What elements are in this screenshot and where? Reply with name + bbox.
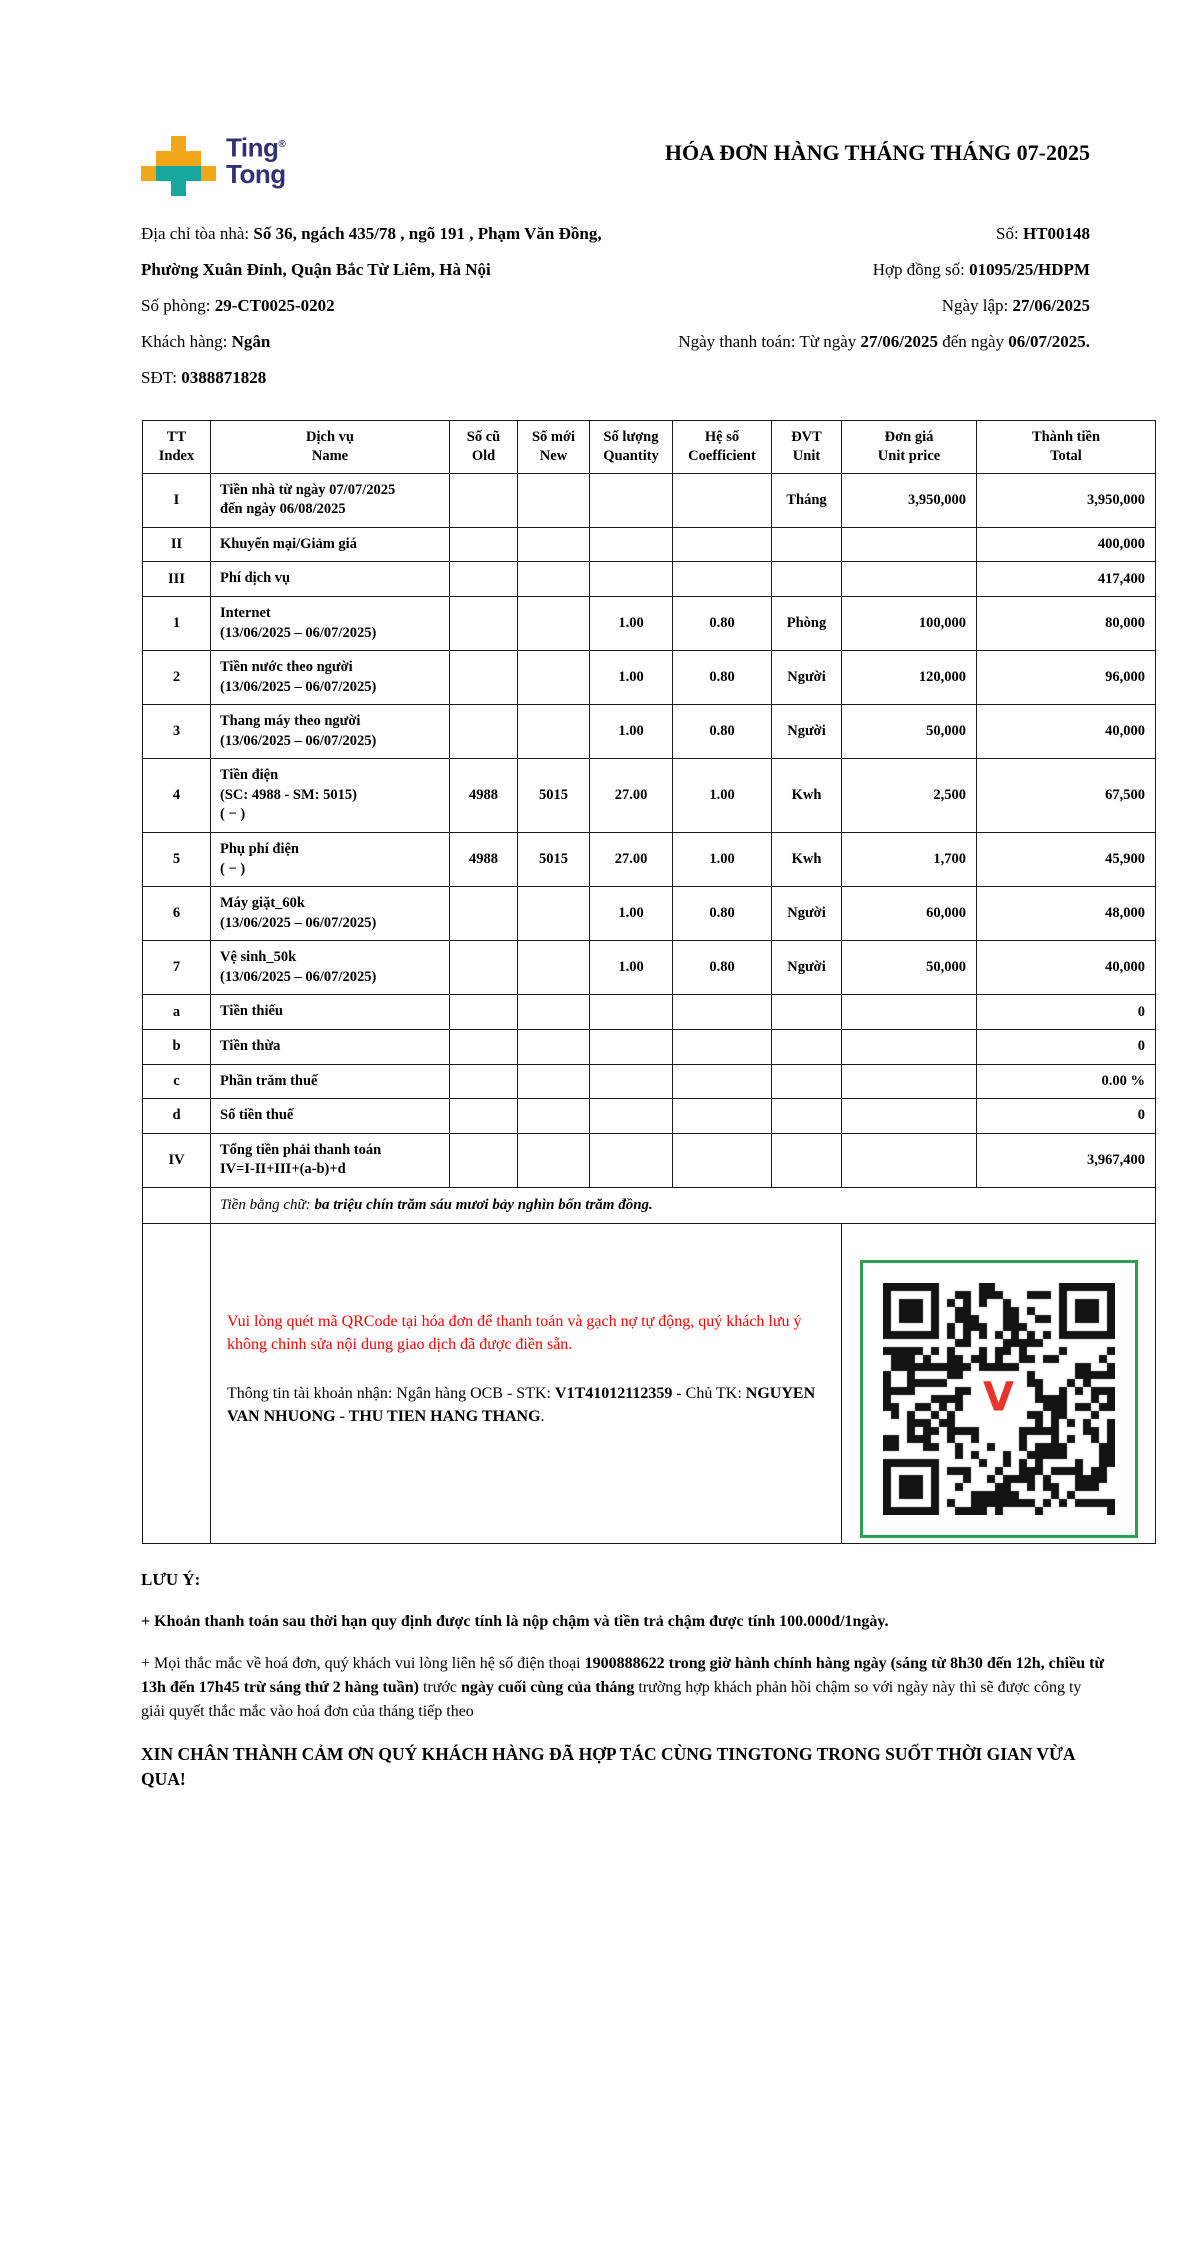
tingtong-pixel-icon [141, 136, 216, 196]
cell-new [518, 596, 590, 650]
cell-unit-price [842, 527, 977, 562]
cell-name: Tiền điện (SC: 4988 - SM: 5015) ( − ) [211, 759, 450, 833]
cell-total: 3,950,000 [977, 473, 1156, 527]
cell-name: Vệ sinh_50k (13/06/2025 – 06/07/2025) [211, 941, 450, 995]
cell-unit-price [842, 562, 977, 597]
cell-name: Khuyến mại/Giảm giá [211, 527, 450, 562]
footer-note-2: + Mọi thắc mắc về hoá đơn, quý khách vui lòng liên hệ số điện thoại 1900888622 trong giờ hành chính hàng ngày (sáng từ 8h30 đến 12h, chiều từ 13h đến 17h45 trừ sáng thứ 2 hàng tuần) trước ngày cuối cùng của tháng trường hợp khách phản hồi chậm so với ngày này thì sẽ được công ty giải quyết thắc mắc vào hoá đơn của tháng tiếp theo [141, 1654, 1105, 1720]
cell-index: 6 [143, 887, 211, 941]
brand-line1: Ting [226, 132, 279, 163]
cell-index: 7 [143, 941, 211, 995]
footer-note-1: + Khoản thanh toán sau thời hạn quy định được tính là nộp chậm và tiền trả chậm được tính 100.000đ/1ngày. [141, 1612, 889, 1630]
cell-unit-price: 100,000 [842, 596, 977, 650]
col-header-new: Số mới New [518, 421, 590, 474]
cell-total: 45,900 [977, 833, 1156, 887]
table-row [143, 1099, 1156, 1134]
cell-old [450, 473, 518, 527]
cell-new [518, 651, 590, 705]
cell-name: Tiền nước theo người (13/06/2025 – 06/07/2025) [211, 651, 450, 705]
cell-quantity [590, 1133, 673, 1187]
qr-row [143, 1223, 1156, 1543]
cell-total: 40,000 [977, 941, 1156, 995]
invoice-table [142, 420, 1156, 1544]
cell-unit-price [842, 1029, 977, 1064]
amount-in-words-row [143, 1187, 1156, 1223]
cell-name: Tiền nhà từ ngày 07/07/2025 đến ngày 06/08/2025 [211, 473, 450, 527]
cell-coefficient [673, 995, 772, 1030]
cell-quantity [590, 1029, 673, 1064]
brand-wordmark [226, 132, 286, 187]
cell-old [450, 1064, 518, 1099]
table-row [143, 1029, 1156, 1064]
cell-coefficient: 0.80 [673, 705, 772, 759]
page-title: HÓA ĐƠN HÀNG THÁNG THÁNG 07-2025 [664, 140, 1090, 165]
cell-coefficient [673, 1133, 772, 1187]
registered-mark: ® [278, 139, 286, 150]
cell-old: 4988 [450, 833, 518, 887]
thank-you-message: XIN CHÂN THÀNH CẢM ƠN QUÝ KHÁCH HÀNG ĐÃ HỢP TÁC CÙNG TINGTONG TRONG SUỐT THỜI GIAN VỪA QUA! [141, 1743, 1075, 1790]
cell-unit [772, 562, 842, 597]
cell-name: Số tiền thuế [211, 1099, 450, 1134]
table-row [143, 705, 1156, 759]
cell-quantity [590, 1099, 673, 1134]
cell-index: c [143, 1064, 211, 1099]
cell-unit [772, 1029, 842, 1064]
cell-unit-price [842, 1064, 977, 1099]
cell-index: II [143, 527, 211, 562]
cell-old [450, 995, 518, 1030]
cell-unit-price: 1,700 [842, 833, 977, 887]
cell-coefficient: 0.80 [673, 941, 772, 995]
cell-quantity [590, 1064, 673, 1099]
cell-unit-price: 50,000 [842, 941, 977, 995]
account-info: Thông tin tài khoản nhận: Ngân hàng OCB - STK: V1T41012112359 - Chủ TK: NGUYEN VAN NHUONG - THU TIEN HANG THANG. [227, 1385, 816, 1426]
cell-unit [772, 995, 842, 1030]
cell-total: 3,967,400 [977, 1133, 1156, 1187]
qr-area [842, 1223, 1156, 1543]
cell-index: 2 [143, 651, 211, 705]
invoice-meta [0, 196, 1200, 404]
cell-unit-price: 3,950,000 [842, 473, 977, 527]
cell-old [450, 562, 518, 597]
cell-unit [772, 1099, 842, 1134]
table-row [143, 527, 1156, 562]
cell-new [518, 705, 590, 759]
cell-quantity: 1.00 [590, 941, 673, 995]
room-number: Số phòng: 29-CT0025-0202 [141, 296, 335, 315]
col-header-old: Số cũ Old [450, 421, 518, 474]
cell-index: III [143, 562, 211, 597]
cell-quantity: 1.00 [590, 705, 673, 759]
col-header-name: Dịch vụ Name [211, 421, 450, 474]
table-row [143, 473, 1156, 527]
cell-quantity: 1.00 [590, 596, 673, 650]
vietqr-v-logo: V [983, 1374, 1014, 1421]
cell-index: a [143, 995, 211, 1030]
cell-unit-price: 2,500 [842, 759, 977, 833]
cell-name: Phí dịch vụ [211, 562, 450, 597]
col-header-unit-price: Đơn giá Unit price [842, 421, 977, 474]
cell-coefficient: 0.80 [673, 887, 772, 941]
col-header-unit: ĐVT Unit [772, 421, 842, 474]
cell-total: 96,000 [977, 651, 1156, 705]
cell-new [518, 1064, 590, 1099]
footer-notes [141, 1570, 1105, 1793]
cell-unit [772, 527, 842, 562]
cell-old [450, 527, 518, 562]
cell-index: 4 [143, 759, 211, 833]
cell-unit-price: 60,000 [842, 887, 977, 941]
amount-in-words: Tiền bằng chữ: ba triệu chín trăm sáu mươi bảy nghìn bốn trăm đồng. [211, 1187, 1156, 1223]
cell-new [518, 941, 590, 995]
cell-new [518, 995, 590, 1030]
cell-coefficient [673, 1064, 772, 1099]
cell-new [518, 887, 590, 941]
cell-unit: Tháng [772, 473, 842, 527]
table-row [143, 995, 1156, 1030]
cell-old [450, 1133, 518, 1187]
cell-total: 0 [977, 1029, 1156, 1064]
cell-new: 5015 [518, 833, 590, 887]
cell-old [450, 1099, 518, 1134]
cell-name: Thang máy theo người (13/06/2025 – 06/07/2025) [211, 705, 450, 759]
cell-quantity: 1.00 [590, 887, 673, 941]
table-row [143, 759, 1156, 833]
cell-coefficient [673, 562, 772, 597]
cell-unit: Phòng [772, 596, 842, 650]
col-header-coefficient: Hệ số Coefficient [673, 421, 772, 474]
cell-coefficient: 0.80 [673, 596, 772, 650]
cell-quantity: 1.00 [590, 651, 673, 705]
cell-index: 1 [143, 596, 211, 650]
cell-total: 0 [977, 1099, 1156, 1134]
payment-period: Ngày thanh toán: Từ ngày 27/06/2025 đến ngày 06/07/2025. [678, 332, 1090, 351]
cell-total: 40,000 [977, 705, 1156, 759]
cell-old: 4988 [450, 759, 518, 833]
cell-name: Internet (13/06/2025 – 06/07/2025) [211, 596, 450, 650]
cell-total: 400,000 [977, 527, 1156, 562]
cell-unit: Người [772, 941, 842, 995]
table-header-row [143, 421, 1156, 474]
cell-unit: Người [772, 651, 842, 705]
cell-old [450, 1029, 518, 1064]
empty-cell [143, 1223, 211, 1543]
table-row [143, 1064, 1156, 1099]
cell-unit-price [842, 1099, 977, 1134]
cell-new [518, 1029, 590, 1064]
payment-instructions [211, 1223, 842, 1543]
table-row [143, 596, 1156, 650]
qr-frame [860, 1260, 1138, 1538]
cell-unit-price: 50,000 [842, 705, 977, 759]
cell-new: 5015 [518, 759, 590, 833]
cell-unit: Người [772, 887, 842, 941]
cell-total: 0.00 % [977, 1064, 1156, 1099]
cell-unit: Kwh [772, 833, 842, 887]
cell-coefficient: 1.00 [673, 759, 772, 833]
cell-quantity: 27.00 [590, 833, 673, 887]
cell-index: d [143, 1099, 211, 1134]
cell-name: Phần trăm thuế [211, 1064, 450, 1099]
col-header-total: Thành tiền Total [977, 421, 1156, 474]
cell-new [518, 473, 590, 527]
cell-old [450, 596, 518, 650]
table-row [143, 941, 1156, 995]
cell-index: 3 [143, 705, 211, 759]
cell-quantity [590, 527, 673, 562]
customer-name: Khách hàng: Ngân [141, 332, 271, 351]
cell-index: 5 [143, 833, 211, 887]
cell-unit-price [842, 995, 977, 1030]
table-row [143, 651, 1156, 705]
cell-old [450, 651, 518, 705]
cell-index: IV [143, 1133, 211, 1187]
empty-cell [143, 1187, 211, 1223]
customer-phone: SĐT: 0388871828 [141, 368, 267, 387]
cell-old [450, 705, 518, 759]
cell-new [518, 562, 590, 597]
cell-coefficient [673, 1099, 772, 1134]
cell-coefficient: 0.80 [673, 651, 772, 705]
table-row [143, 562, 1156, 597]
col-header-quantity: Số lượng Quantity [590, 421, 673, 474]
notes-heading: LƯU Ý: [141, 1569, 201, 1589]
cell-unit: Người [772, 705, 842, 759]
cell-name: Máy giặt_60k (13/06/2025 – 06/07/2025) [211, 887, 450, 941]
cell-coefficient [673, 473, 772, 527]
table-row [143, 887, 1156, 941]
cell-new [518, 527, 590, 562]
cell-unit-price: 120,000 [842, 651, 977, 705]
contract-number: Hợp đồng số: 01095/25/HDPM [872, 260, 1090, 279]
cell-name: Tổng tiền phải thanh toán IV=I-II+III+(a-b)+d [211, 1133, 450, 1187]
cell-total: 80,000 [977, 596, 1156, 650]
cell-old [450, 941, 518, 995]
cell-unit-price [842, 1133, 977, 1187]
cell-index: b [143, 1029, 211, 1064]
cell-unit [772, 1133, 842, 1187]
building-address-line2: Phường Xuân Đỉnh, Quận Bắc Từ Liêm, Hà Nội [141, 260, 491, 279]
cell-new [518, 1099, 590, 1134]
table-row [143, 833, 1156, 887]
building-address-line1: Địa chỉ tòa nhà: Số 36, ngách 435/78 , ngõ 191 , Phạm Văn Đồng, [141, 224, 602, 243]
qr-note-red: Vui lòng quét mã QRCode tại hóa đơn để thanh toán và gạch nợ tự động, quý khách lưu ý không chỉnh sửa nội dung giao dịch đã được điền sẵn. [227, 1312, 802, 1353]
cell-total: 48,000 [977, 887, 1156, 941]
header [0, 0, 1200, 196]
col-header-index: TT Index [143, 421, 211, 474]
issue-date: Ngày lập: 27/06/2025 [941, 296, 1090, 315]
cell-quantity: 27.00 [590, 759, 673, 833]
cell-quantity [590, 562, 673, 597]
cell-old [450, 887, 518, 941]
cell-quantity [590, 473, 673, 527]
cell-name: Tiền thừa [211, 1029, 450, 1064]
brand-logo [141, 132, 286, 196]
brand-line2: Tong [226, 158, 286, 189]
cell-name: Phụ phí điện ( − ) [211, 833, 450, 887]
cell-quantity [590, 995, 673, 1030]
cell-total: 417,400 [977, 562, 1156, 597]
cell-total: 0 [977, 995, 1156, 1030]
cell-unit [772, 1064, 842, 1099]
table-row [143, 1133, 1156, 1187]
cell-coefficient: 1.00 [673, 833, 772, 887]
cell-unit: Kwh [772, 759, 842, 833]
cell-new [518, 1133, 590, 1187]
invoice-number: Số: HT00148 [996, 224, 1090, 243]
cell-index: I [143, 473, 211, 527]
cell-total: 67,500 [977, 759, 1156, 833]
cell-name: Tiền thiếu [211, 995, 450, 1030]
cell-coefficient [673, 527, 772, 562]
cell-coefficient [673, 1029, 772, 1064]
